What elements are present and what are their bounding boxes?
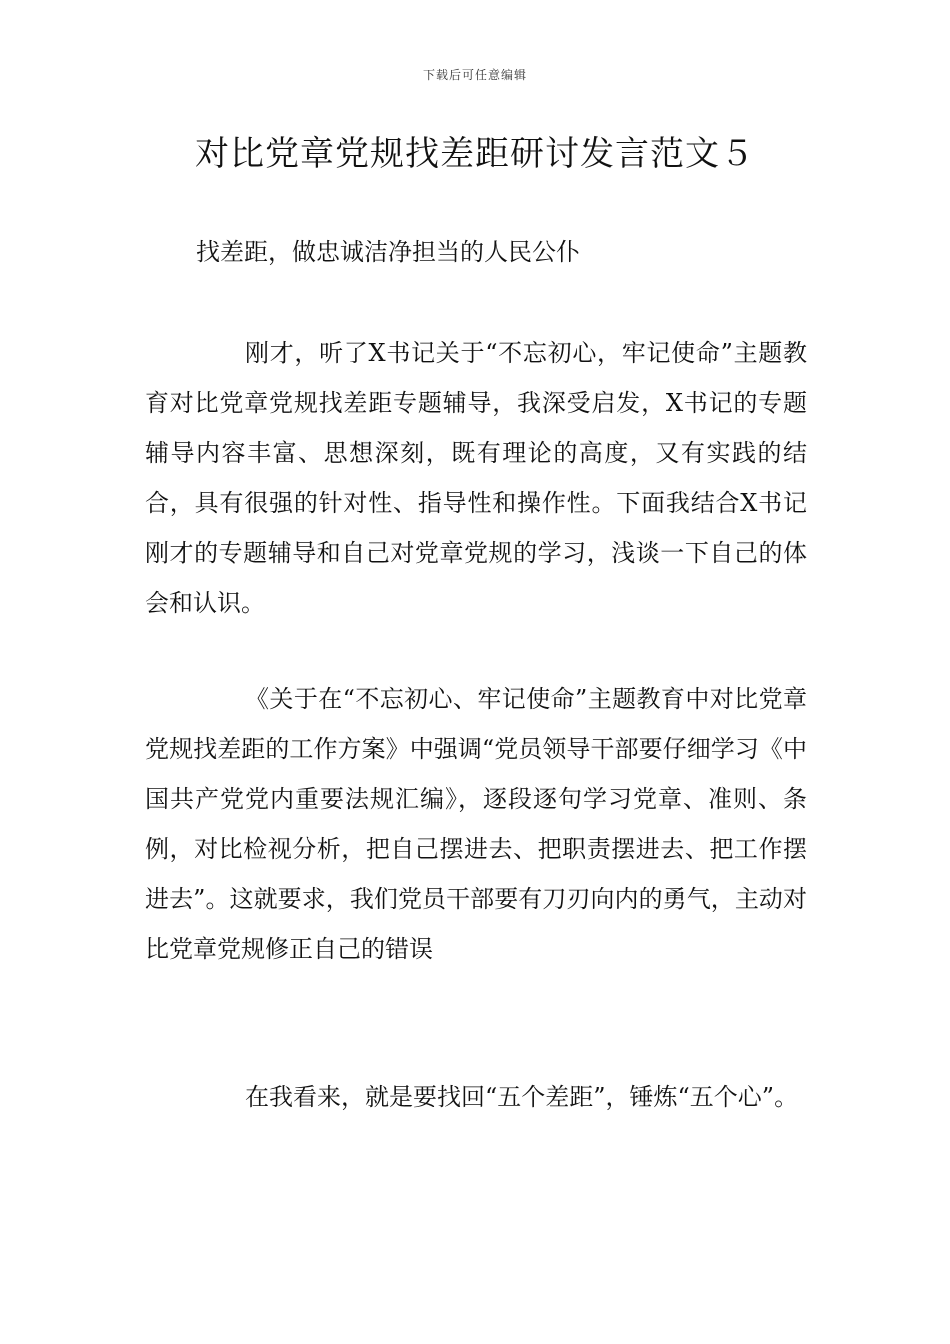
document-title: 对比党章党规找差距研讨发言范文５ bbox=[195, 134, 755, 174]
body-paragraph: 在我看来，就是要找回“五个差距”，锤炼“五个心”。 bbox=[245, 1083, 799, 1111]
body-paragraph: 刚才，听了X书记关于“不忘初心，牢记使命”主题教育对比党章党规找差距专题辅导，我深受启发，X书记的专题辅导内容丰富、思想深刻，既有理论的高度，又有实践的结合，具有很强的针对性、指导性和操作性。下面我结合X书记刚才的专题辅导和自己对党章党规的学习，浅谈一下自己的体会和认识。 bbox=[145, 339, 807, 617]
header-note: 下载后可任意编辑 bbox=[422, 68, 527, 82]
document-subtitle: 找差距，做忠诚洁净担当的人民公仆 bbox=[196, 238, 580, 266]
body-paragraph: 《关于在“不忘初心、牢记使命”主题教育中对比党章党规找差距的工作方案》中强调“党员领导干部要仔细学习《中国共产党党内重要法规汇编》，逐段逐句学习党章、准则、条例，对比检视分析，把自己摆进去、把职责摆进去、把工作摆进去”。这就要求，我们党员干部要有刀刃向内的勇气，主动对比党章党规修正自己的错误 bbox=[145, 685, 807, 963]
